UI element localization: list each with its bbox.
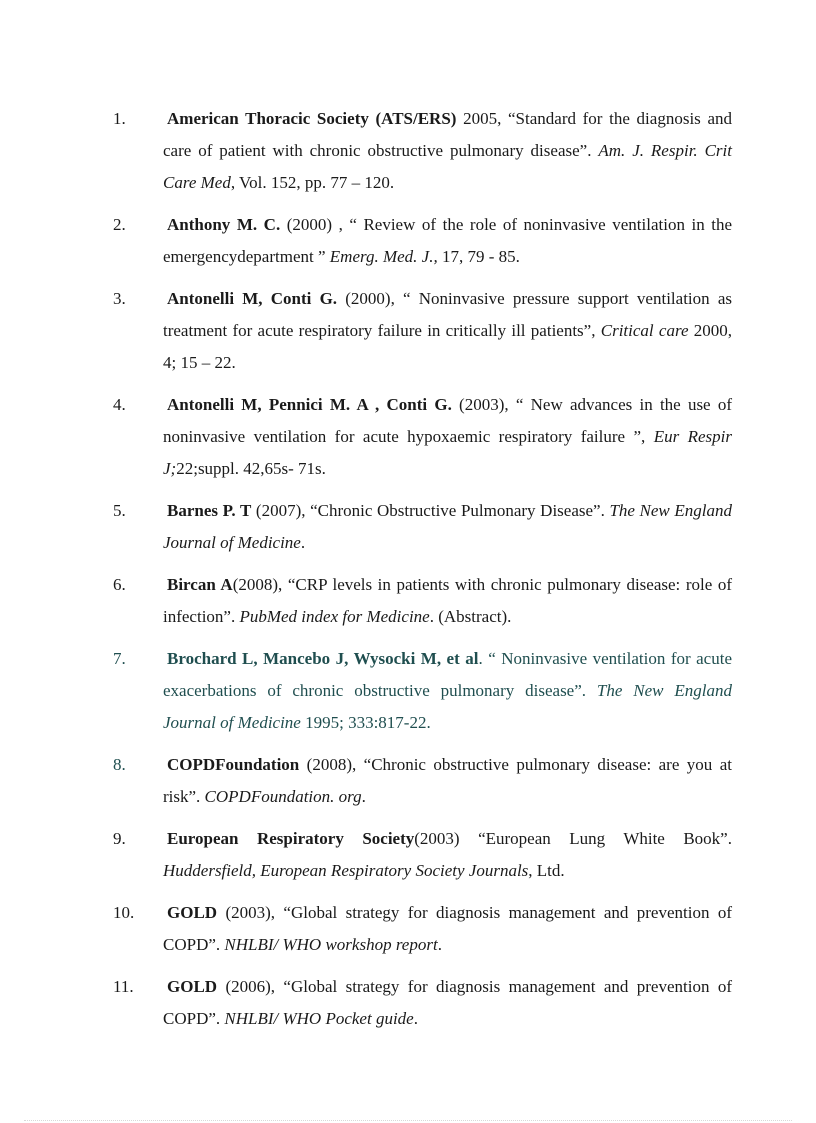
reference-text: . “ Noninvasive ventilation for acute exacerbations of chronic obstructive pulmonary disease”. <box>163 649 732 700</box>
reference-source: Emerg. Med. J., <box>329 247 438 266</box>
reference-source: NHLBI/ WHO Pocket guide <box>224 1009 414 1028</box>
reference-item-10 <box>0 897 816 961</box>
reference-source: The New England Journal of Medicine <box>163 681 732 732</box>
reference-source: Huddersfield, European Respiratory Society Journals <box>163 861 529 880</box>
reference-body <box>163 283 732 379</box>
reference-source: The New England Journal of Medicine <box>163 501 732 552</box>
reference-tail: . <box>300 533 306 552</box>
reference-body <box>163 643 732 739</box>
reference-source: Critical care <box>600 321 689 340</box>
reference-tail: . <box>413 1009 418 1028</box>
reference-text: (2008), “Chronic obstructive pulmonary disease: are you at risk”. <box>163 755 732 806</box>
reference-number: 9. <box>113 829 126 848</box>
reference-item-2 <box>0 209 816 273</box>
reference-text: (2000) , “ Review of the role of noninvasive ventilation in the emergencydepartment ” <box>163 215 733 266</box>
reference-text: (2003), “Global strategy for diagnosis management and prevention of COPD”. <box>163 903 732 954</box>
reference-tail: . <box>361 787 366 806</box>
reference-author: European Respiratory Society <box>167 829 415 848</box>
reference-source: NHLBI/ WHO workshop report <box>224 935 438 954</box>
reference-item-9 <box>0 823 816 887</box>
reference-body <box>163 569 732 633</box>
reference-source: COPDFoundation. org <box>204 787 362 806</box>
reference-text: (2008), “CRP levels in patients with chronic pulmonary disease: role of infection”. <box>163 575 732 626</box>
reference-item-6 <box>0 569 816 633</box>
reference-body <box>163 897 732 961</box>
reference-source: Am. J. Respir. Crit Care Med <box>163 141 732 192</box>
reference-number: 2. <box>113 215 126 234</box>
reference-number: 4. <box>113 395 126 414</box>
reference-item-11 <box>0 971 816 1035</box>
reference-text: (2003) “European Lung White Book”. <box>414 829 732 848</box>
reference-number: 6. <box>113 575 126 594</box>
reference-item-3 <box>0 283 816 379</box>
reference-number: 11. <box>113 977 134 996</box>
reference-text: (2007), “Chronic Obstructive Pulmonary Disease”. <box>251 501 610 520</box>
reference-list <box>0 103 816 1045</box>
reference-source: Eur Respir J; <box>163 427 732 478</box>
reference-body <box>163 209 732 273</box>
reference-tail: , Vol. 152, pp. 77 – 120. <box>230 173 395 192</box>
reference-text: (2003), “ New advances in the use of noninvasive ventilation for acute hypoxaemic respiratory failure ”, <box>163 395 732 446</box>
reference-author: Bircan A <box>167 575 233 594</box>
reference-body <box>163 495 732 559</box>
reference-item-8 <box>0 749 816 813</box>
reference-author: GOLD <box>167 903 218 922</box>
reference-tail: . (Abstract). <box>429 607 512 626</box>
reference-tail: 2000, 4; 15 – 22. <box>163 321 732 372</box>
reference-number: 7. <box>113 649 126 668</box>
reference-number: 1. <box>113 109 126 128</box>
reference-source: PubMed index for Medicine <box>239 607 430 626</box>
reference-body <box>163 103 732 199</box>
reference-item-1 <box>0 103 816 199</box>
reference-number: 5. <box>113 501 126 520</box>
reference-body <box>163 971 732 1035</box>
reference-tail: . <box>437 935 442 954</box>
reference-number: 3. <box>113 289 126 308</box>
reference-tail: 17, 79 - 85. <box>437 247 520 266</box>
reference-text: 2005, “Standard for the diagnosis and care of patient with chronic obstructive pulmonary disease”. <box>163 109 732 160</box>
reference-body <box>163 823 732 887</box>
reference-author: Anthony M. C. <box>167 215 281 234</box>
reference-text: (2000), “ Noninvasive pressure support ventilation as treatment for acute respiratory failure in critically ill patients”, <box>163 289 732 340</box>
reference-body <box>163 749 732 813</box>
reference-item-7 <box>0 643 816 739</box>
reference-author: Brochard L, Mancebo J, Wysocki M, et al <box>167 649 479 668</box>
reference-author: American Thoracic Society (ATS/ERS) <box>167 109 457 128</box>
reference-author: COPDFoundation <box>167 755 300 774</box>
reference-tail: 22;suppl. 42,65s- 71s. <box>176 459 326 478</box>
reference-item-4 <box>0 389 816 485</box>
reference-author: Antonelli M, Conti G. <box>167 289 338 308</box>
reference-body <box>163 389 732 485</box>
reference-author: Antonelli M, Pennici M. A , Conti G. <box>167 395 452 414</box>
page-bottom-divider <box>24 1120 792 1121</box>
reference-tail: , Ltd. <box>528 861 565 880</box>
reference-text: (2006), “Global strategy for diagnosis management and prevention of COPD”. <box>163 977 732 1028</box>
reference-number: 10. <box>113 903 135 922</box>
reference-author: Barnes P. T <box>167 501 252 520</box>
reference-item-5 <box>0 495 816 559</box>
reference-tail: 1995; 333:817-22. <box>300 713 431 732</box>
reference-author: GOLD <box>167 977 218 996</box>
reference-number: 8. <box>113 755 126 774</box>
